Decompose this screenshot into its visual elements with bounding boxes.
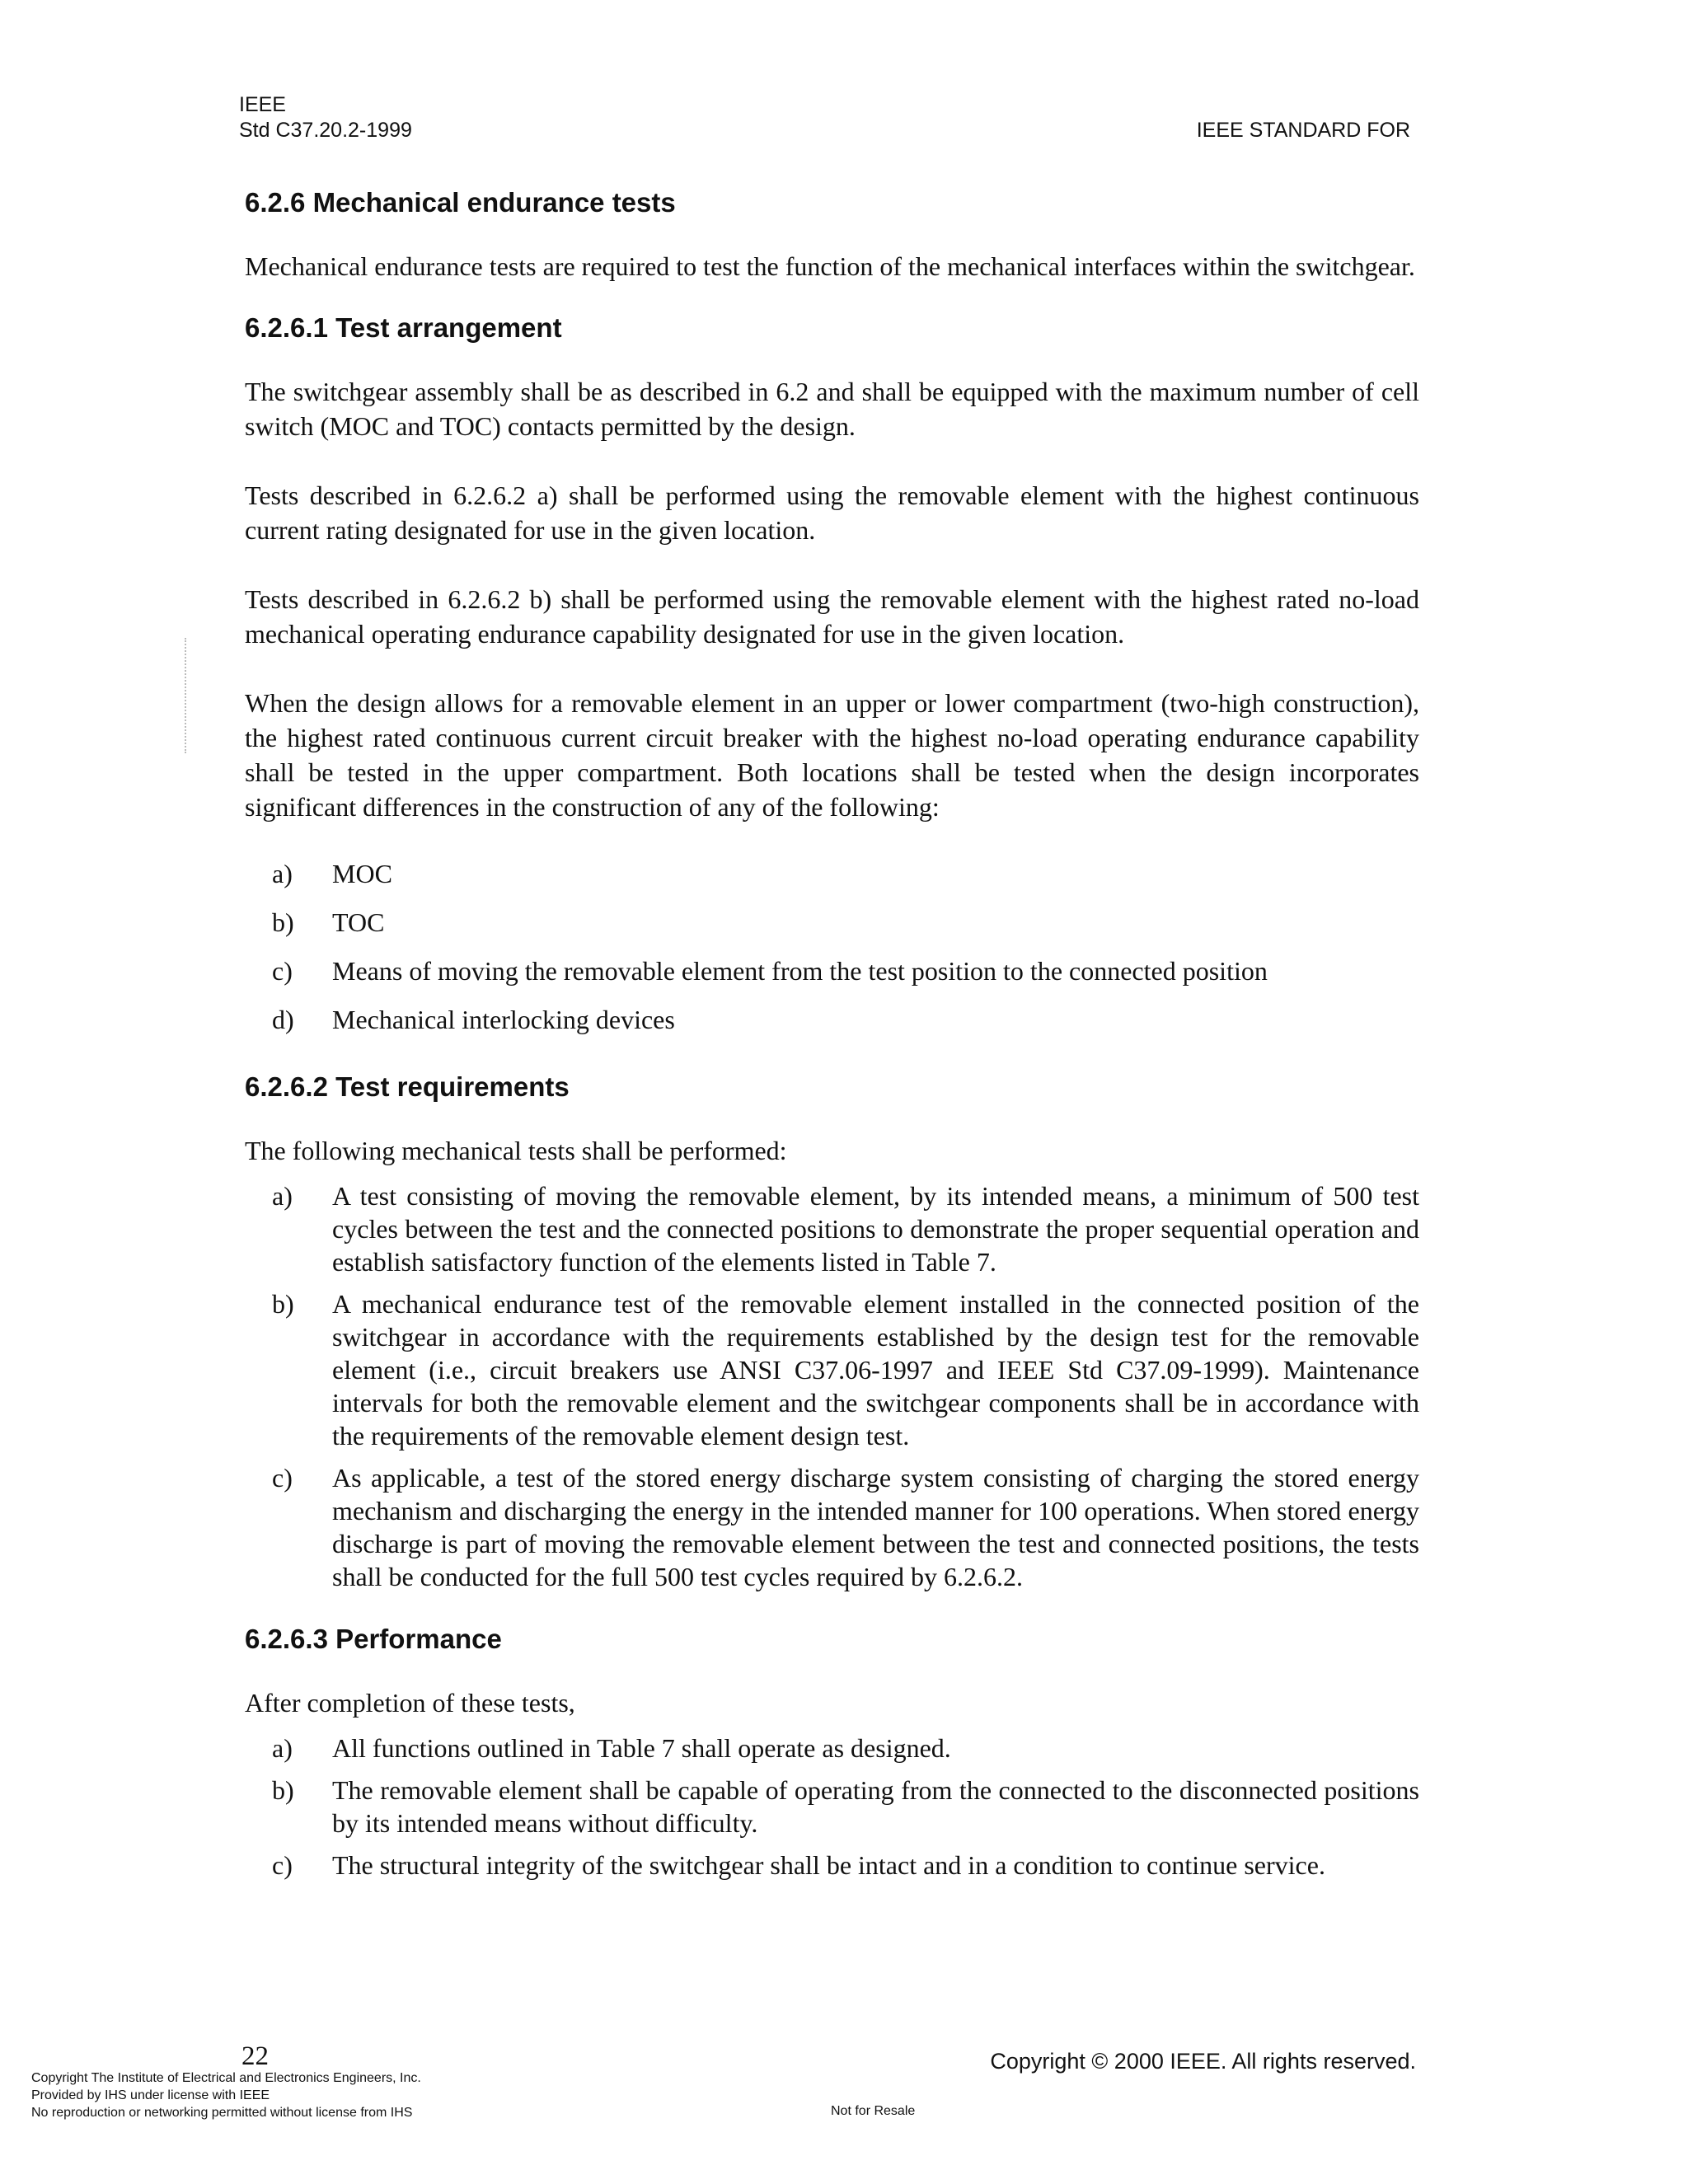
paragraph-6-2-6-3-intro: After completion of these tests, — [245, 1688, 575, 1718]
running-header-left — [239, 92, 412, 143]
page-number: 22 — [241, 2041, 269, 2071]
list-test-requirements — [245, 1179, 1419, 1593]
paragraph-6-2-6-1-tests-a: Tests described in 6.2.6.2 a) shall be performed using the removable element with the highest continuous current rating designated for use in the given location. — [245, 480, 1419, 545]
footer-copyright: Copyright © 2000 IEEE. All rights reserved. — [990, 2049, 1416, 2074]
list-marker: b) — [272, 907, 294, 937]
paragraph-6-2-6-1-arrangement: The switchgear assembly shall be as described in 6.2 and shall be equipped with the maximum number of cell switch (MOC and TOC) contacts permitted by the design. — [245, 377, 1419, 441]
list-item — [245, 906, 1419, 939]
list-construction-differences — [245, 857, 1419, 1036]
list-item-text: As applicable, a test of the stored energy discharge system consisting of charging the stored energy mechanism and discharging the energy in the intended manner for 100 operations. When stored energy discharge is part of moving the removable element between the test and connected positions, the tests shall be conducted for the full 500 test cycles required by 6.2.6.2. — [332, 1463, 1419, 1591]
list-marker: c) — [272, 1850, 293, 1880]
ihs-line: Copyright The Institute of Electrical and Electronics Engineers, Inc. — [31, 2071, 421, 2085]
heading-6-2-6-1: 6.2.6.1 Test arrangement — [245, 312, 562, 343]
list-item-text: The structural integrity of the switchgear shall be intact and in a condition to continue service. — [332, 1850, 1325, 1880]
list-marker: c) — [272, 956, 293, 986]
list-item-text: MOC — [332, 859, 392, 888]
list-item-text: Mechanical interlocking devices — [332, 1005, 675, 1034]
heading-6-2-6-2: 6.2.6.2 Test requirements — [245, 1071, 570, 1102]
list-item — [245, 1179, 1419, 1278]
header-org: IEEE — [239, 93, 286, 116]
list-marker: a) — [272, 1733, 293, 1763]
header-std-number: Std C37.20.2-1999 — [239, 119, 412, 142]
list-item-text: A mechanical endurance test of the removable element installed in the connected position of the switchgear in accordance with the requirements established by the design test for the removable element (i.e., circuit breakers use ANSI C37.06-1997 and IEEE Std C37.09-1999). Maintenance intervals for both the removable element and the switchgear components shall be in accordance with the requirements of the removable element design test. — [332, 1289, 1419, 1451]
not-for-resale-notice: Not for Resale — [831, 2104, 916, 2118]
list-performance — [245, 1732, 1419, 1882]
list-item — [245, 1461, 1419, 1593]
list-item-text: Means of moving the removable element from the test position to the connected position — [332, 956, 1268, 986]
header-running-title: IEEE STANDARD FOR — [1196, 119, 1410, 142]
list-marker: a) — [272, 1181, 293, 1211]
list-item-text: TOC — [332, 907, 385, 937]
paragraph-6-2-6: Mechanical endurance tests are required to test the function of the mechanical interfaces within the switchgear. — [245, 251, 1415, 281]
paragraph-6-2-6-1-tests-b: Tests described in 6.2.6.2 b) shall be performed using the removable element with the highest rated no-load mechanical operating endurance capability designated for use in the given location. — [245, 584, 1419, 649]
list-marker: d) — [272, 1005, 294, 1034]
paragraph-6-2-6-2-intro: The following mechanical tests shall be performed: — [245, 1136, 787, 1165]
list-marker: b) — [272, 1775, 294, 1805]
list-item-text: The removable element shall be capable of operating from the connected to the disconnected positions by its intended means without difficulty. — [332, 1775, 1419, 1838]
ihs-license-notice — [31, 2069, 421, 2121]
heading-6-2-6-3: 6.2.6.3 Performance — [245, 1624, 502, 1654]
margin-marks — [185, 638, 191, 753]
page-content — [245, 186, 1419, 1882]
list-item — [245, 1003, 1419, 1036]
heading-6-2-6: 6.2.6 Mechanical endurance tests — [245, 187, 676, 218]
ihs-line: No reproduction or networking permitted without license from IHS — [31, 2106, 413, 2120]
list-marker: a) — [272, 859, 293, 888]
list-marker: b) — [272, 1289, 294, 1319]
list-item-text: A test consisting of moving the removable element, by its intended means, a minimum of 500 test cycles between the test and the connected positions to demonstrate the proper sequential operation and establish satisfactory function of the elements listed in Table 7. — [332, 1181, 1419, 1277]
ihs-line: Provided by IHS under license with IEEE — [31, 2088, 270, 2102]
list-item — [245, 1774, 1419, 1840]
list-item — [245, 1287, 1419, 1452]
paragraph-6-2-6-1-two-high: When the design allows for a removable element in an upper or lower compartment (two-high construction), the highest rated continuous current circuit breaker with the highest no-load operating endurance capability shall be tested in the upper compartment. Both locations shall be tested when the design incorporates significant differences in the construction of any of the following: — [245, 688, 1419, 822]
list-item-text: All functions outlined in Table 7 shall operate as designed. — [332, 1733, 951, 1763]
list-item — [245, 1849, 1419, 1882]
list-item — [245, 954, 1419, 987]
list-item — [245, 1732, 1419, 1765]
list-item — [245, 857, 1419, 890]
list-marker: c) — [272, 1463, 293, 1493]
